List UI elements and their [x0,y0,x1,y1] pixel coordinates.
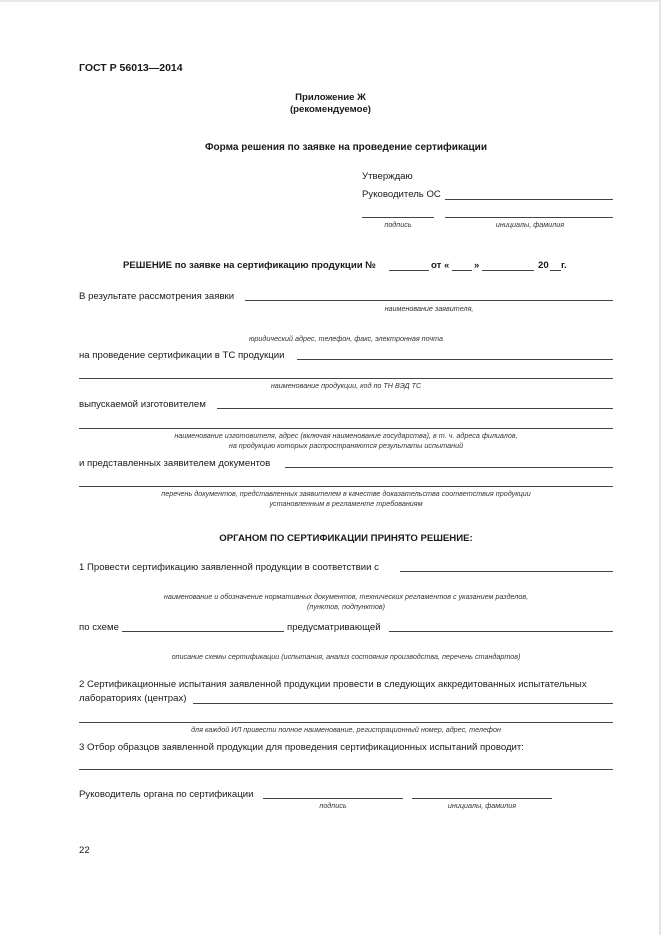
decision-title [123,260,376,272]
decision-from-label: от « [431,260,450,271]
scheme-label: по схеме [79,622,119,633]
product-caption: наименование продукции, код по ТН ВЭД ТС [270,381,422,390]
item2-caption: для каждой ИЛ привести полное наименование, регистрационный номер, адрес, телефон [191,725,501,734]
item3-line[interactable] [79,769,613,770]
docs-line-1[interactable] [285,467,613,468]
os-name-line[interactable] [445,217,613,218]
os-name-caption: инициалы, фамилия [495,220,565,229]
item1-caption-2: (пунктов, подпунктов) [307,602,385,611]
decision-close-quote: » [474,260,480,271]
decision-year-suffix: г. [561,260,567,271]
os-head-line[interactable] [445,199,613,200]
authority-signature-caption: подпись [319,801,347,810]
approve-label: Утверждаю [362,171,413,182]
authority-head-label: Руководитель органа по сертификации [79,789,254,800]
authority-signature-line[interactable] [263,798,403,799]
decision-title-rest: по заявке на сертификацию продукции № [172,260,376,271]
decision-year-line[interactable] [550,270,561,271]
gost-number: ГОСТ Р 56013—2014 [79,62,183,74]
item2-line1: 2 Сертификационные испытания заявленной продукции провести в следующих аккредитованных испытательных [79,679,587,690]
provides-label: предусматривающей [287,622,381,633]
address-caption: юридический адрес, телефон, факс, электронная почта [249,334,443,343]
os-signature-caption: подпись [384,220,412,229]
appendix-title: Приложение Ж [295,92,366,103]
applicant-caption: наименование заявителя, [384,304,474,313]
product-line-1[interactable] [297,359,613,360]
authority-heading: ОРГАНОМ ПО СЕРТИФИКАЦИИ ПРИНЯТО РЕШЕНИЕ: [219,533,473,544]
form-title: Форма решения по заявке на проведение сертификации [205,142,487,153]
os-signature-line[interactable] [362,217,434,218]
authority-name-line[interactable] [412,798,552,799]
os-head-label: Руководитель ОС [362,189,441,200]
decision-title-bold: РЕШЕНИЕ [123,260,173,271]
docs-caption-2: установленным в регламенте требованиям [269,499,423,508]
decision-day-line[interactable] [452,270,472,271]
docs-label: и представленных заявителем документов [79,458,271,469]
decision-year-prefix: 20 [538,260,549,271]
scheme-line[interactable] [122,631,284,632]
manufacturer-line-2[interactable] [79,428,613,429]
provides-line[interactable] [389,631,613,632]
page-number: 22 [79,845,90,856]
item1-line[interactable] [400,571,613,572]
lab-line-1[interactable] [193,703,613,704]
product-line-2[interactable] [79,378,613,379]
lab-line-2[interactable] [79,722,613,723]
decision-month-line[interactable] [482,270,534,271]
applicant-line[interactable] [245,300,613,301]
item1-label: 1 Провести сертификацию заявленной продукции в соответствии с [79,562,379,573]
manufacturer-caption-1: наименование изготовителя, адрес (включая наименование государства), в т. ч. адреса филиалов, [174,431,518,440]
manufacturer-label: выпускаемой изготовителем [79,399,206,410]
manufacturer-line-1[interactable] [217,408,613,409]
docs-line-2[interactable] [79,486,613,487]
item2-line2: лабораториях (центрах) [79,693,187,704]
scheme-caption: описание схемы сертификации (испытания, анализ состояния производства, перечень стандартов) [171,652,521,661]
docs-caption-1: перечень документов, представленных заявителем в качестве доказательства соответствия продукции [161,489,531,498]
item1-caption-1: наименование и обозначение нормативных документов, технических регламентов с указанием разделов, [163,592,529,601]
review-label: В результате рассмотрения заявки [79,291,235,302]
manufacturer-caption-2: на продукцию которых распространяются результаты испытаний [228,441,464,450]
item3-label: 3 Отбор образцов заявленной продукции для проведения сертификационных испытаний проводит: [79,742,524,753]
scan-edge-top [0,0,661,2]
appendix-type: (рекомендуемое) [289,104,371,115]
decision-number-line[interactable] [389,270,429,271]
cert-product-label: на проведение сертификации в ТС продукции [79,350,285,361]
authority-name-caption: инициалы, фамилия [447,801,517,810]
